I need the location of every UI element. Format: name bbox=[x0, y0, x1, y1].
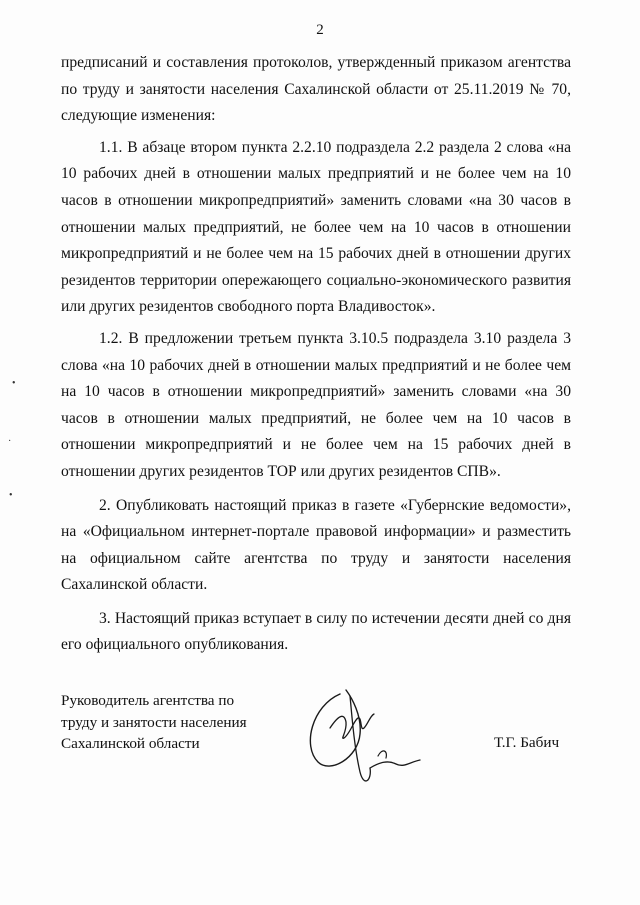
margin-dot: • bbox=[9, 490, 13, 501]
handwritten-signature bbox=[300, 676, 430, 796]
signatory-position-line: Сахалинской области bbox=[61, 735, 200, 752]
paragraph-item-2: 2. Опубликовать настоящий приказ в газете «Губернские ведомости», на «Официальном интернет-портале правовой информации» и разместить на официальном сайте агентства по труду и занятости населения Сахалинской области. bbox=[61, 496, 571, 594]
margin-dot: • bbox=[12, 378, 16, 389]
signatory-position-line: Руководитель агентства по bbox=[61, 692, 235, 709]
page-number: 2 bbox=[316, 22, 324, 38]
paragraph-continuation: предписаний и составления протоколов, утвержденный приказом агентства по труду и занятости населения Сахалинской области от 25.11.2019 № 70, следующие изменения: bbox=[61, 54, 571, 125]
paragraph-item-3: 3. Настоящий приказ вступает в силу по истечении десяти дней со дня его официального опубликования. bbox=[61, 609, 571, 654]
paragraph-item-1-2: 1.2. В предложении третьем пункта 3.10.5 подраздела 3.10 раздела 3 слова «на 10 рабочих дней в отношении малых предприятий и не более чем на 10 часов в отношении микропредприятий» заменить словами «на 30 часов в отношении малых предприятий, не более чем на 10 часов в отношении микропредприятий и не более чем на 15 рабочих дней в отношении других резидентов ТОР или других резидентов СПВ». bbox=[61, 329, 571, 480]
signatory-name: Т.Г. Бабич bbox=[494, 734, 560, 751]
margin-dot: · bbox=[8, 436, 12, 447]
signatory-position-line: труду и занятости населения bbox=[61, 713, 247, 731]
paragraph-item-1-1: 1.1. В абзаце втором пункта 2.2.10 подраздела 2.2 раздела 2 слова «на 10 рабочих дней в отношении малых предприятий и не более чем на 10 часов в отношении микропредприятий» заменить словами «на 30 часов в отношении малых предприятий, не более чем на 10 часов в отношении микропредприятий и не более чем на 15 рабочих дней в отношении других резидентов территории опережающего социально-экономического развития или других резидентов свободного порта Владивосток». bbox=[61, 138, 571, 316]
document-body bbox=[61, 50, 571, 659]
signatory-position bbox=[61, 690, 247, 755]
